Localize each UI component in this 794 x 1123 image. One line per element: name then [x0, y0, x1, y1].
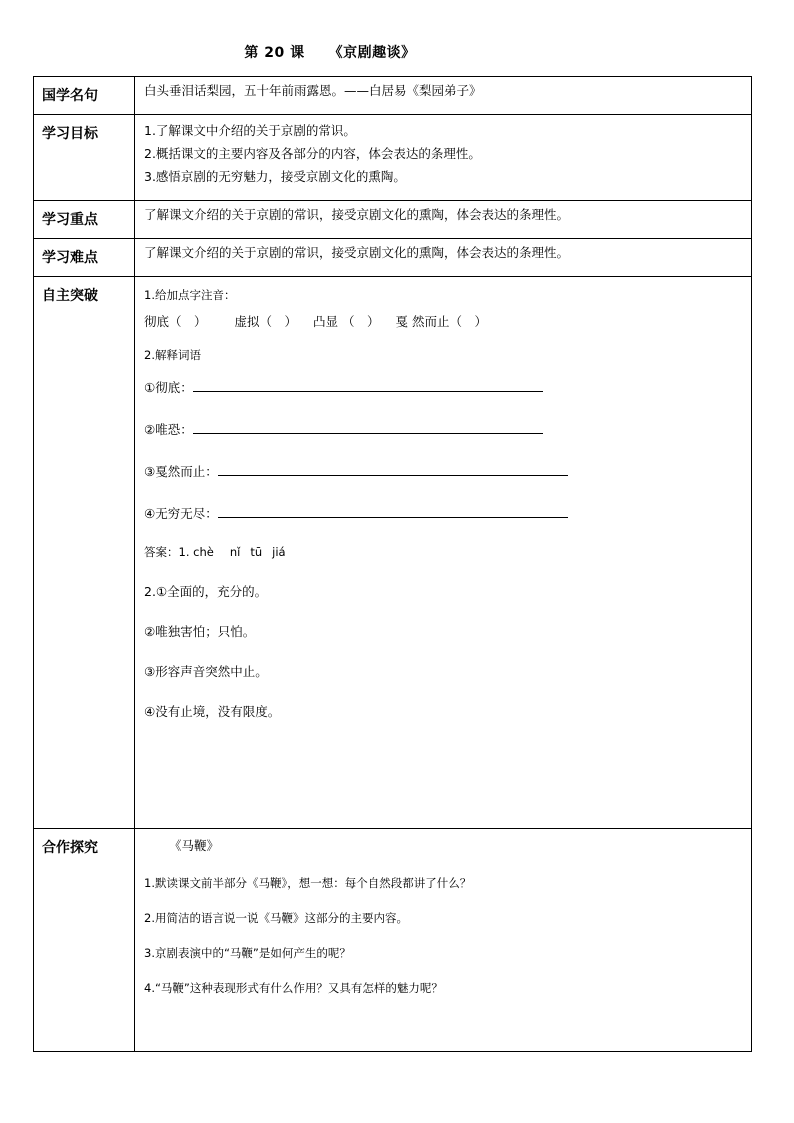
label-difficulty: 学习难点 [34, 239, 135, 277]
pinyin-row [144, 312, 751, 330]
focus-cell [135, 201, 752, 239]
answer-item: ③形容声音突然中止。 [144, 664, 268, 679]
answer-pinyin: nǐ [229, 545, 241, 559]
label-quote: 国学名句 [34, 77, 135, 115]
lesson-number: 第 20 课 [244, 45, 305, 61]
label-explore: 合作探究 [34, 829, 135, 1052]
question-2: 2.解释词语 [144, 348, 201, 362]
worksheet-table [33, 76, 752, 1052]
answer-pinyin: chè [193, 545, 214, 559]
term-label: ②唯恐： [144, 422, 193, 437]
answer-label: 答案：1. [144, 545, 190, 559]
goal-item: 2.概括课文的主要内容及各部分的内容，体会表达的条理性。 [144, 146, 481, 161]
answer-item: ④没有止境，没有限度。 [144, 704, 281, 719]
row-focus [34, 201, 752, 239]
explore-question: 2.用简洁的语言说一说《马鞭》这部分的主要内容。 [144, 911, 408, 925]
explore-heading: 《马鞭》 [169, 838, 220, 853]
goal-item: 3.感悟京剧的无穷魅力，接受京剧文化的熏陶。 [144, 169, 406, 184]
page-title [0, 42, 660, 62]
answer-item: ②唯独害怕；只怕。 [144, 624, 256, 639]
difficulty-cell [135, 239, 752, 277]
explore-question: 4.“马鞭”这种表现形式有什么作用？又具有怎样的魅力呢？ [144, 981, 443, 995]
self-study-cell [135, 277, 752, 829]
pinyin-word: 虚拟（ ） [234, 314, 298, 329]
row-self-study [34, 277, 752, 829]
answer-pinyin: tū [250, 545, 263, 559]
explore-cell [135, 829, 752, 1052]
question-1: 1.给加点字注音： [144, 288, 236, 302]
answer-row [144, 544, 751, 560]
label-goals: 学习目标 [34, 115, 135, 201]
term-row [144, 504, 751, 522]
goal-item: 1.了解课文中介绍的关于京剧的常识。 [144, 123, 356, 138]
term-label: ④无穷无尽： [144, 506, 218, 521]
goals-cell [135, 115, 752, 201]
term-label: ③戛然而止： [144, 464, 218, 479]
pinyin-word: 彻底（ ） [144, 314, 207, 329]
explore-question: 1.默读课文前半部分《马鞭》，想一想：每个自然段都讲了什么？ [144, 876, 472, 890]
answer-blank[interactable] [218, 465, 568, 476]
answer-blank[interactable] [193, 423, 543, 434]
answer-item: 2.①全面的，充分的。 [144, 584, 268, 599]
difficulty-text: 了解课文介绍的关于京剧的常识，接受京剧文化的熏陶，体会表达的条理性。 [144, 245, 570, 260]
label-self-study: 自主突破 [34, 277, 135, 829]
focus-text: 了解课文介绍的关于京剧的常识，接受京剧文化的熏陶，体会表达的条理性。 [144, 207, 570, 222]
term-row [144, 420, 751, 438]
lesson-name: 《京剧趣谈》 [328, 45, 416, 61]
row-goals [34, 115, 752, 201]
answer-blank[interactable] [218, 507, 568, 518]
term-row [144, 462, 751, 480]
quote-text: 白头垂泪话梨园，五十年前雨露恩。——白居易《梨园弟子》 [144, 83, 482, 98]
term-label: ①彻底： [144, 380, 193, 395]
label-focus: 学习重点 [34, 201, 135, 239]
term-row [144, 378, 751, 396]
quote-cell [135, 77, 752, 115]
row-difficulty [34, 239, 752, 277]
row-quote [34, 77, 752, 115]
pinyin-word: 戛 然而止（ ） [395, 314, 487, 329]
answer-blank[interactable] [193, 381, 543, 392]
answer-pinyin: jiá [272, 545, 286, 559]
explore-question: 3.京剧表演中的“马鞭”是如何产生的呢？ [144, 946, 351, 960]
pinyin-word: 凸显 （ ） [313, 314, 380, 329]
row-explore [34, 829, 752, 1052]
